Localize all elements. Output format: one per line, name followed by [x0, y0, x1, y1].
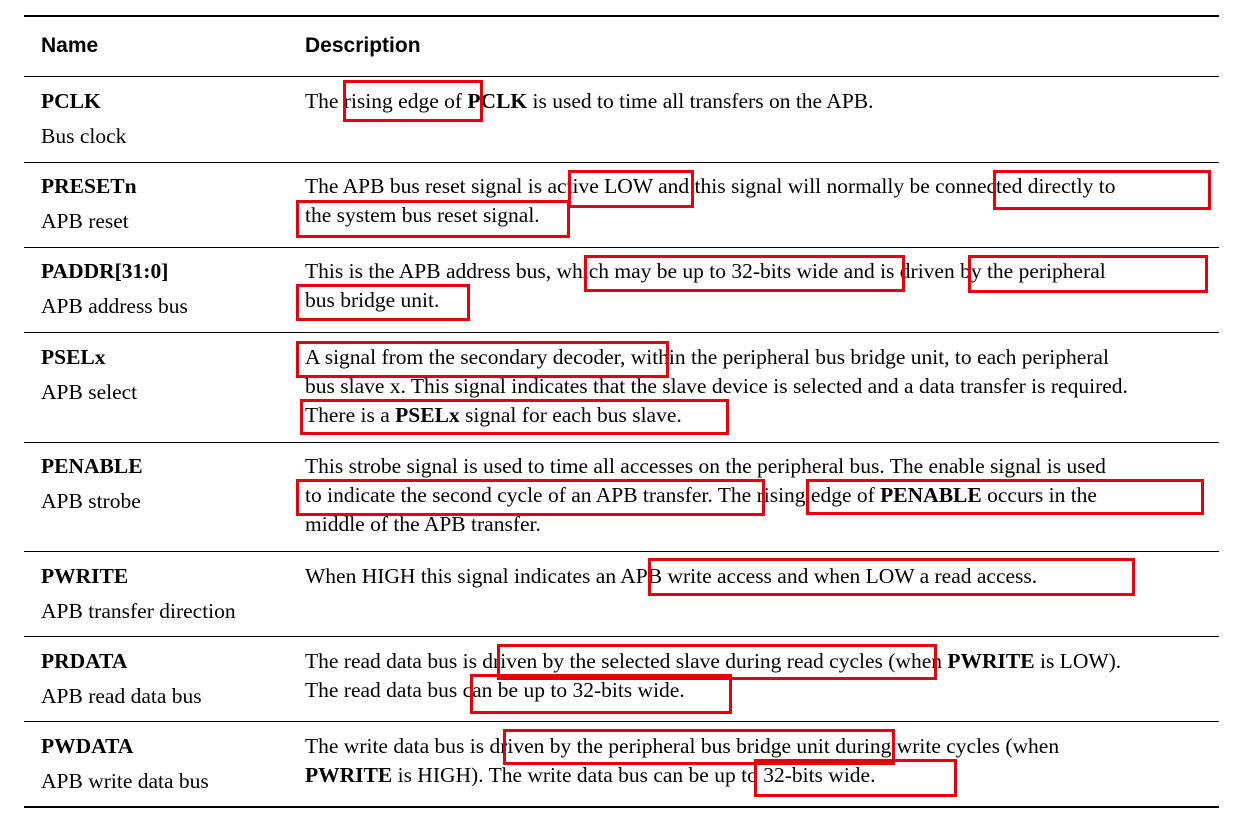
description-text: This is the APB address bus, which may be up to 32-bits wide and is driven by the peripheral: [305, 259, 1106, 283]
column-header-name: Name: [41, 34, 99, 57]
description-line: [305, 87, 1210, 116]
description-line: [305, 372, 1210, 401]
signal-name: PENABLE: [41, 454, 143, 478]
description-text: The read data bus is driven by the selected slave during read cycles (when: [305, 649, 948, 673]
column-header-description: Description: [305, 34, 421, 57]
description-text: When HIGH this signal indicates an APB write access and when LOW a read access.: [305, 564, 1038, 588]
description-text: The rising edge of: [305, 89, 468, 113]
signal-cell: [41, 644, 202, 714]
description-text: the system bus reset signal.: [305, 203, 540, 227]
row-separator: [24, 551, 1219, 552]
signal-reference: PCLK: [467, 89, 528, 113]
signal-name: PSELx: [41, 345, 106, 369]
signal-name: PRDATA: [41, 649, 128, 673]
description-text: is LOW).: [1034, 649, 1122, 673]
signal-label: APB read data bus: [41, 684, 202, 708]
description-text: is used to time all transfers on the APB.: [527, 89, 874, 113]
signal-label: APB write data bus: [41, 769, 209, 793]
description-text: is HIGH). The write data bus can be up to 32-bits wide.: [392, 763, 876, 787]
description-line: [305, 201, 1210, 230]
description-line: [305, 401, 1210, 430]
signal-name: PWRITE: [41, 564, 129, 588]
description-line: [305, 732, 1210, 761]
signal-cell: [41, 169, 137, 239]
description-text: This strobe signal is used to time all accesses on the peripheral bus. The enable signal is used: [305, 454, 1106, 478]
description-line: [305, 257, 1210, 286]
description-text: middle of the APB transfer.: [305, 512, 541, 536]
table-top-rule: [24, 15, 1219, 17]
signal-name: PWDATA: [41, 734, 134, 758]
description-cell: [305, 452, 1210, 539]
signal-cell: [41, 254, 188, 324]
signal-label: APB strobe: [41, 489, 141, 513]
table-bottom-rule: [24, 806, 1219, 808]
description-cell: [305, 732, 1210, 790]
description-line: [305, 452, 1210, 481]
row-separator: [24, 162, 1219, 163]
signal-cell: [41, 84, 126, 154]
signal-reference: PWRITE: [305, 763, 393, 787]
row-separator: [24, 636, 1219, 637]
signal-cell: [41, 340, 137, 410]
signal-label: APB reset: [41, 209, 129, 233]
description-cell: [305, 647, 1210, 705]
description-text: The APB bus reset signal is active LOW and this signal will normally be connected directly to: [305, 174, 1116, 198]
signal-cell: [41, 559, 236, 629]
description-text: bus bridge unit.: [305, 288, 440, 312]
signal-name: PRESETn: [41, 174, 137, 198]
signal-cell: [41, 729, 209, 799]
description-text: to indicate the second cycle of an APB transfer. The rising edge of: [305, 483, 881, 507]
description-line: [305, 343, 1210, 372]
signal-name: PADDR[31:0]: [41, 259, 169, 283]
description-cell: [305, 172, 1210, 230]
description-line: [305, 562, 1210, 591]
signal-cell: [41, 449, 143, 519]
signal-label: APB select: [41, 380, 138, 404]
description-text: bus slave x. This signal indicates that the slave device is selected and a data transfer is required.: [305, 374, 1128, 398]
description-line: [305, 761, 1210, 790]
description-cell: [305, 87, 1210, 116]
description-text: There is a: [305, 403, 396, 427]
row-separator: [24, 721, 1219, 722]
description-text: The read data bus can be up to 32-bits wide.: [305, 678, 685, 702]
signal-reference: PWRITE: [947, 649, 1035, 673]
description-text: occurs in the: [981, 483, 1097, 507]
signal-label: APB address bus: [41, 294, 188, 318]
description-text: signal for each bus slave.: [459, 403, 682, 427]
description-line: [305, 647, 1210, 676]
signal-reference: PSELx: [395, 403, 460, 427]
description-line: [305, 286, 1210, 315]
signal-label: APB transfer direction: [41, 599, 236, 623]
description-line: [305, 676, 1210, 705]
signal-reference: PENABLE: [880, 483, 982, 507]
row-separator: [24, 442, 1219, 443]
signal-name: PCLK: [41, 89, 101, 113]
row-separator: [24, 332, 1219, 333]
description-cell: [305, 343, 1210, 430]
description-line: [305, 510, 1210, 539]
description-text: The write data bus is driven by the peripheral bus bridge unit during write cycles (when: [305, 734, 1060, 758]
signal-label: Bus clock: [41, 124, 127, 148]
description-line: [305, 172, 1210, 201]
description-text: A signal from the secondary decoder, within the peripheral bus bridge unit, to each peripheral: [305, 345, 1109, 369]
header-bottom-rule: [24, 76, 1219, 77]
description-line: [305, 481, 1210, 510]
description-cell: [305, 257, 1210, 315]
row-separator: [24, 247, 1219, 248]
description-cell: [305, 562, 1210, 591]
